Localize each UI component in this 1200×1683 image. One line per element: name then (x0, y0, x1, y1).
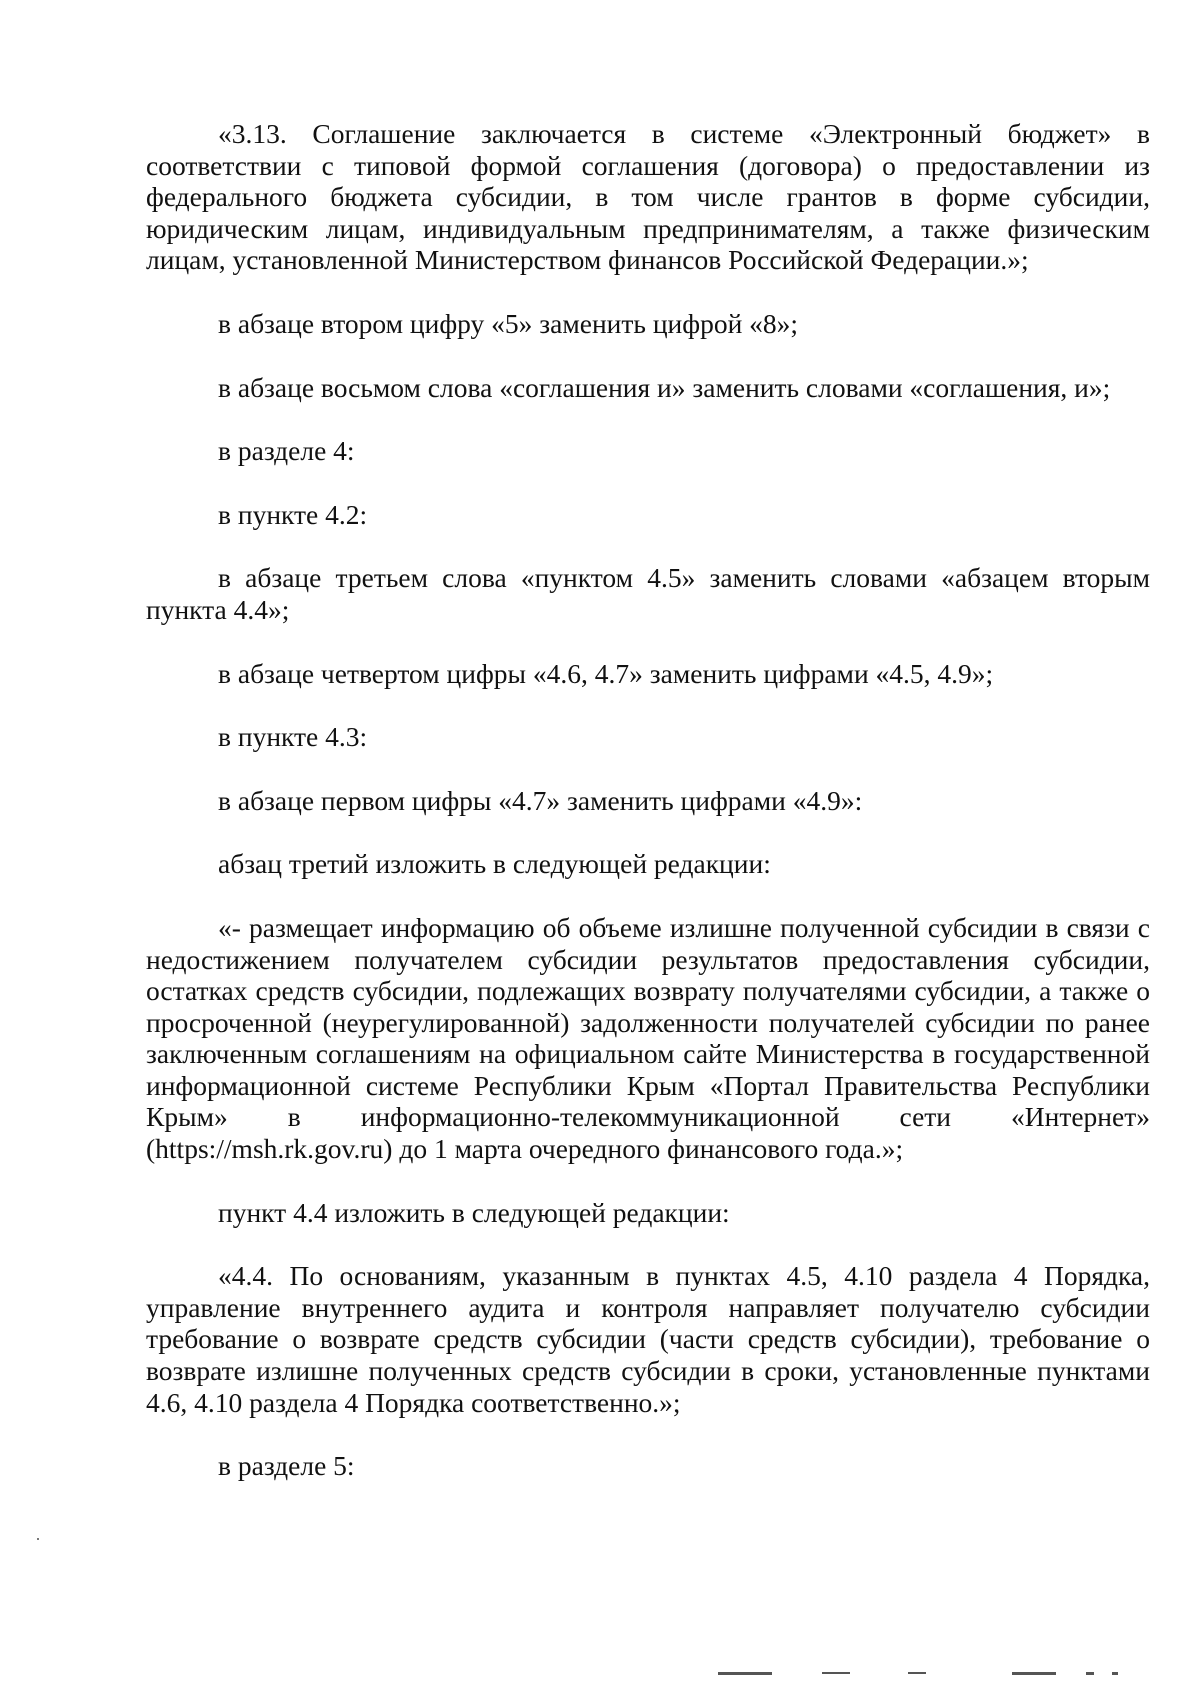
paragraph-razdel-5: в разделе 5: (218, 1450, 355, 1482)
scan-mark (1012, 1672, 1056, 1675)
paragraph-4-4: «4.4. По основаниям, указанным в пунктах 4.5, 4.10 раздела 4 Порядка, управление внутреннего аудита и контроля направляет получателю субсидии требование о возврате средств субсидии (части средств субсидии), требование о возврате излишне полученных средств субсидии в сроки, установленные пунктами 4.6, 4.10 раздела 4 Порядка соответственно.»; (146, 1260, 1150, 1418)
scan-speck (37, 1538, 39, 1540)
paragraph-punkt-4-3: в пункте 4.3: (218, 721, 368, 753)
paragraph-razmeshchaet-informaciyu: «- размещает информацию об объеме излишне полученной субсидии в связи с недостижением получателем субсидии результатов предоставления субсидии, остатках средств субсидии, подлежащих возврату получателями субсидии, а также о просроченной (неурегулированной) задолженности получателей субсидии по ранее заключенным соглашениям на официальном сайте Министерства в государственной информационной системе Республики Крым «Портал Правительства Республики Крым» в информационно-телекоммуникационной сети «Интернет» (https://msh.rk.gov.ru) до 1 марта очередного финансового года.»; (146, 911, 1150, 1165)
paragraph-razdel-4: в разделе 4: (218, 435, 355, 467)
paragraph-punkt-4-2: в пункте 4.2: (218, 498, 368, 530)
paragraph-punkt-4-4-redakciya: пункт 4.4 изложить в следующей редакции: (218, 1196, 730, 1228)
paragraph-abzac-pervom: в абзаце первом цифры «4.7» заменить цифрами «4.9»: (218, 784, 863, 816)
scan-mark (718, 1672, 772, 1675)
scan-mark (1086, 1672, 1094, 1675)
paragraph-abzac-vtorom: в абзаце втором цифру «5» заменить цифрой «8»; (218, 307, 799, 339)
paragraph-3-13: «3.13. Соглашение заключается в системе «Электронный бюджет» в соответствии с типовой формой соглашения (договора) о предоставлении из федерального бюджета субсидии, в том числе грантов в форме субсидии, юридическим лицам, индивидуальным предпринимателям, а также физическим лицам, установленной Министерством финансов Российской Федерации.»; (146, 118, 1150, 276)
paragraph-abzac-tretiy-redakciya: абзац третий изложить в следующей редакции: (218, 848, 771, 880)
paragraph-abzac-tretem: в абзаце третьем слова «пунктом 4.5» заменить словами «абзацем вторым пункта 4.4»; (146, 562, 1150, 625)
document-body (146, 118, 1150, 1482)
paragraph-abzac-chetvertom: в абзаце четвертом цифры «4.6, 4.7» заменить цифрами «4.5, 4.9»; (218, 657, 994, 689)
paragraph-abzac-vosmom: в абзаце восьмом слова «соглашения и» заменить словами «соглашения, и»; (218, 371, 1111, 403)
scan-mark (822, 1672, 850, 1674)
scan-mark (908, 1672, 926, 1674)
scan-mark (1112, 1672, 1118, 1675)
